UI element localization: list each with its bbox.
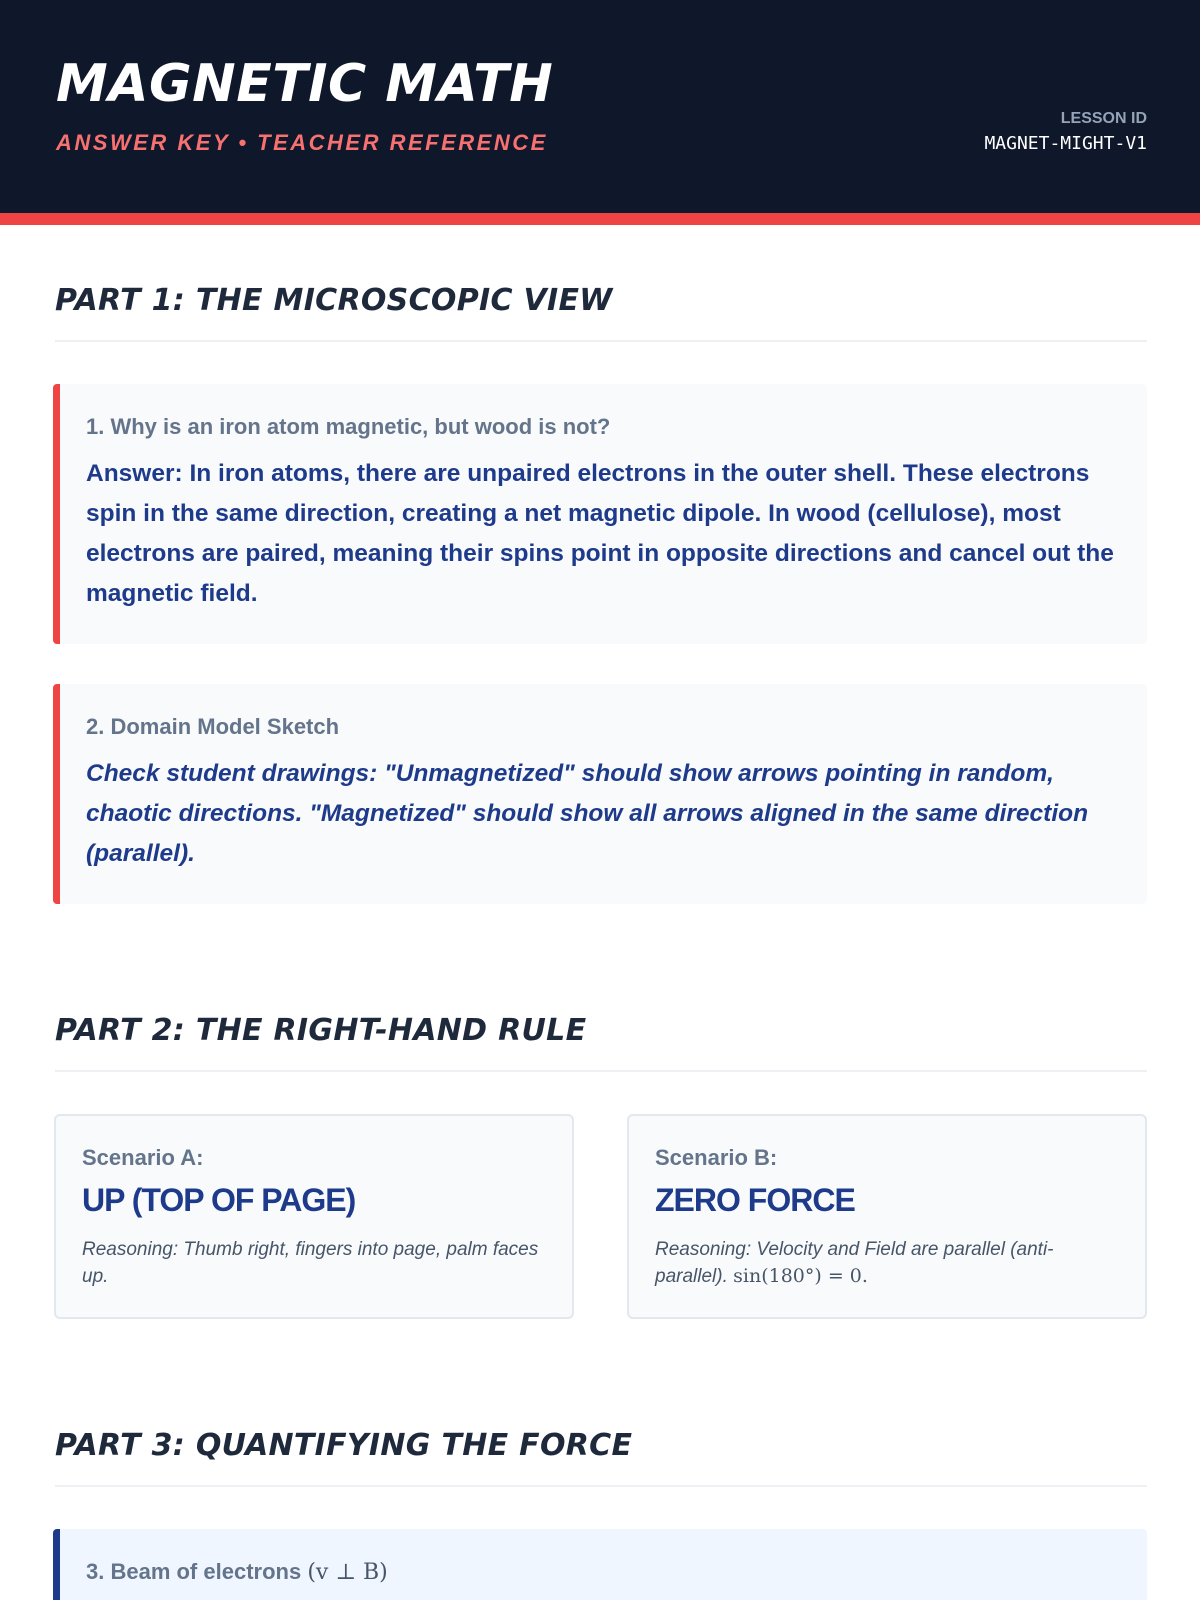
question-label-text: 3. Beam of electrons	[86, 1559, 302, 1584]
question-math: (v ⊥ B)	[307, 1560, 388, 1585]
lesson-id-value: MAGNET-MIGHT-V1	[984, 133, 1147, 154]
scenario-reasoning: Reasoning: Thumb right, fingers into page, palm faces up.	[82, 1239, 539, 1287]
scenario-card-b	[627, 1114, 1147, 1319]
question-answer: Answer: In iron atoms, there are unpaired electrons in the outer shell. These electrons spin in the same direction, creating a net magnetic dipole. In wood (cellulose), most electrons are paired, meaning their spins point in opposite directions and cancel out the magnetic field.	[86, 460, 1114, 607]
section-divider	[55, 340, 1147, 342]
question-label	[86, 1557, 1121, 1588]
question-answer: Check student drawings: "Unmagnetized" should show arrows pointing in random, chaotic directions. "Magnetized" should show all arrows aligned in the same direction (parallel).	[86, 760, 1089, 867]
section-divider	[55, 1485, 1147, 1487]
scenario-reasoning	[655, 1236, 1119, 1290]
section-title-part3: PART 3: QUANTIFYING THE FORCE	[55, 1428, 633, 1463]
question-card-2	[53, 684, 1147, 904]
scenario-label: Scenario B:	[655, 1145, 778, 1170]
scenario-label: Scenario A:	[82, 1145, 204, 1170]
scenario-answer: ZERO FORCE	[655, 1182, 855, 1218]
page-header	[0, 0, 1200, 213]
question-card-3	[53, 1529, 1147, 1600]
section-title-part2: PART 2: THE RIGHT-HAND RULE	[55, 1013, 587, 1048]
question-label: 2. Domain Model Sketch	[86, 714, 340, 739]
question-label: 1. Why is an iron atom magnetic, but wood is not?	[86, 414, 611, 439]
page-subtitle: ANSWER KEY • TEACHER REFERENCE	[56, 130, 548, 155]
question-card-1	[53, 384, 1147, 644]
section-divider	[55, 1070, 1147, 1072]
scenario-math: sin(180°) = 0.	[733, 1265, 868, 1287]
section-title-part1: PART 1: THE MICROSCOPIC VIEW	[55, 283, 613, 318]
lesson-id-label: LESSON ID	[1060, 110, 1147, 127]
header-accent-bar	[0, 213, 1200, 225]
scenario-answer: UP (TOP OF PAGE)	[82, 1182, 356, 1218]
scenario-reasoning-text: Reasoning: Velocity and Field are parallel (anti-parallel).	[655, 1239, 1054, 1287]
scenario-card-a	[54, 1114, 574, 1319]
page-title: MAGNETIC MATH	[56, 54, 554, 114]
